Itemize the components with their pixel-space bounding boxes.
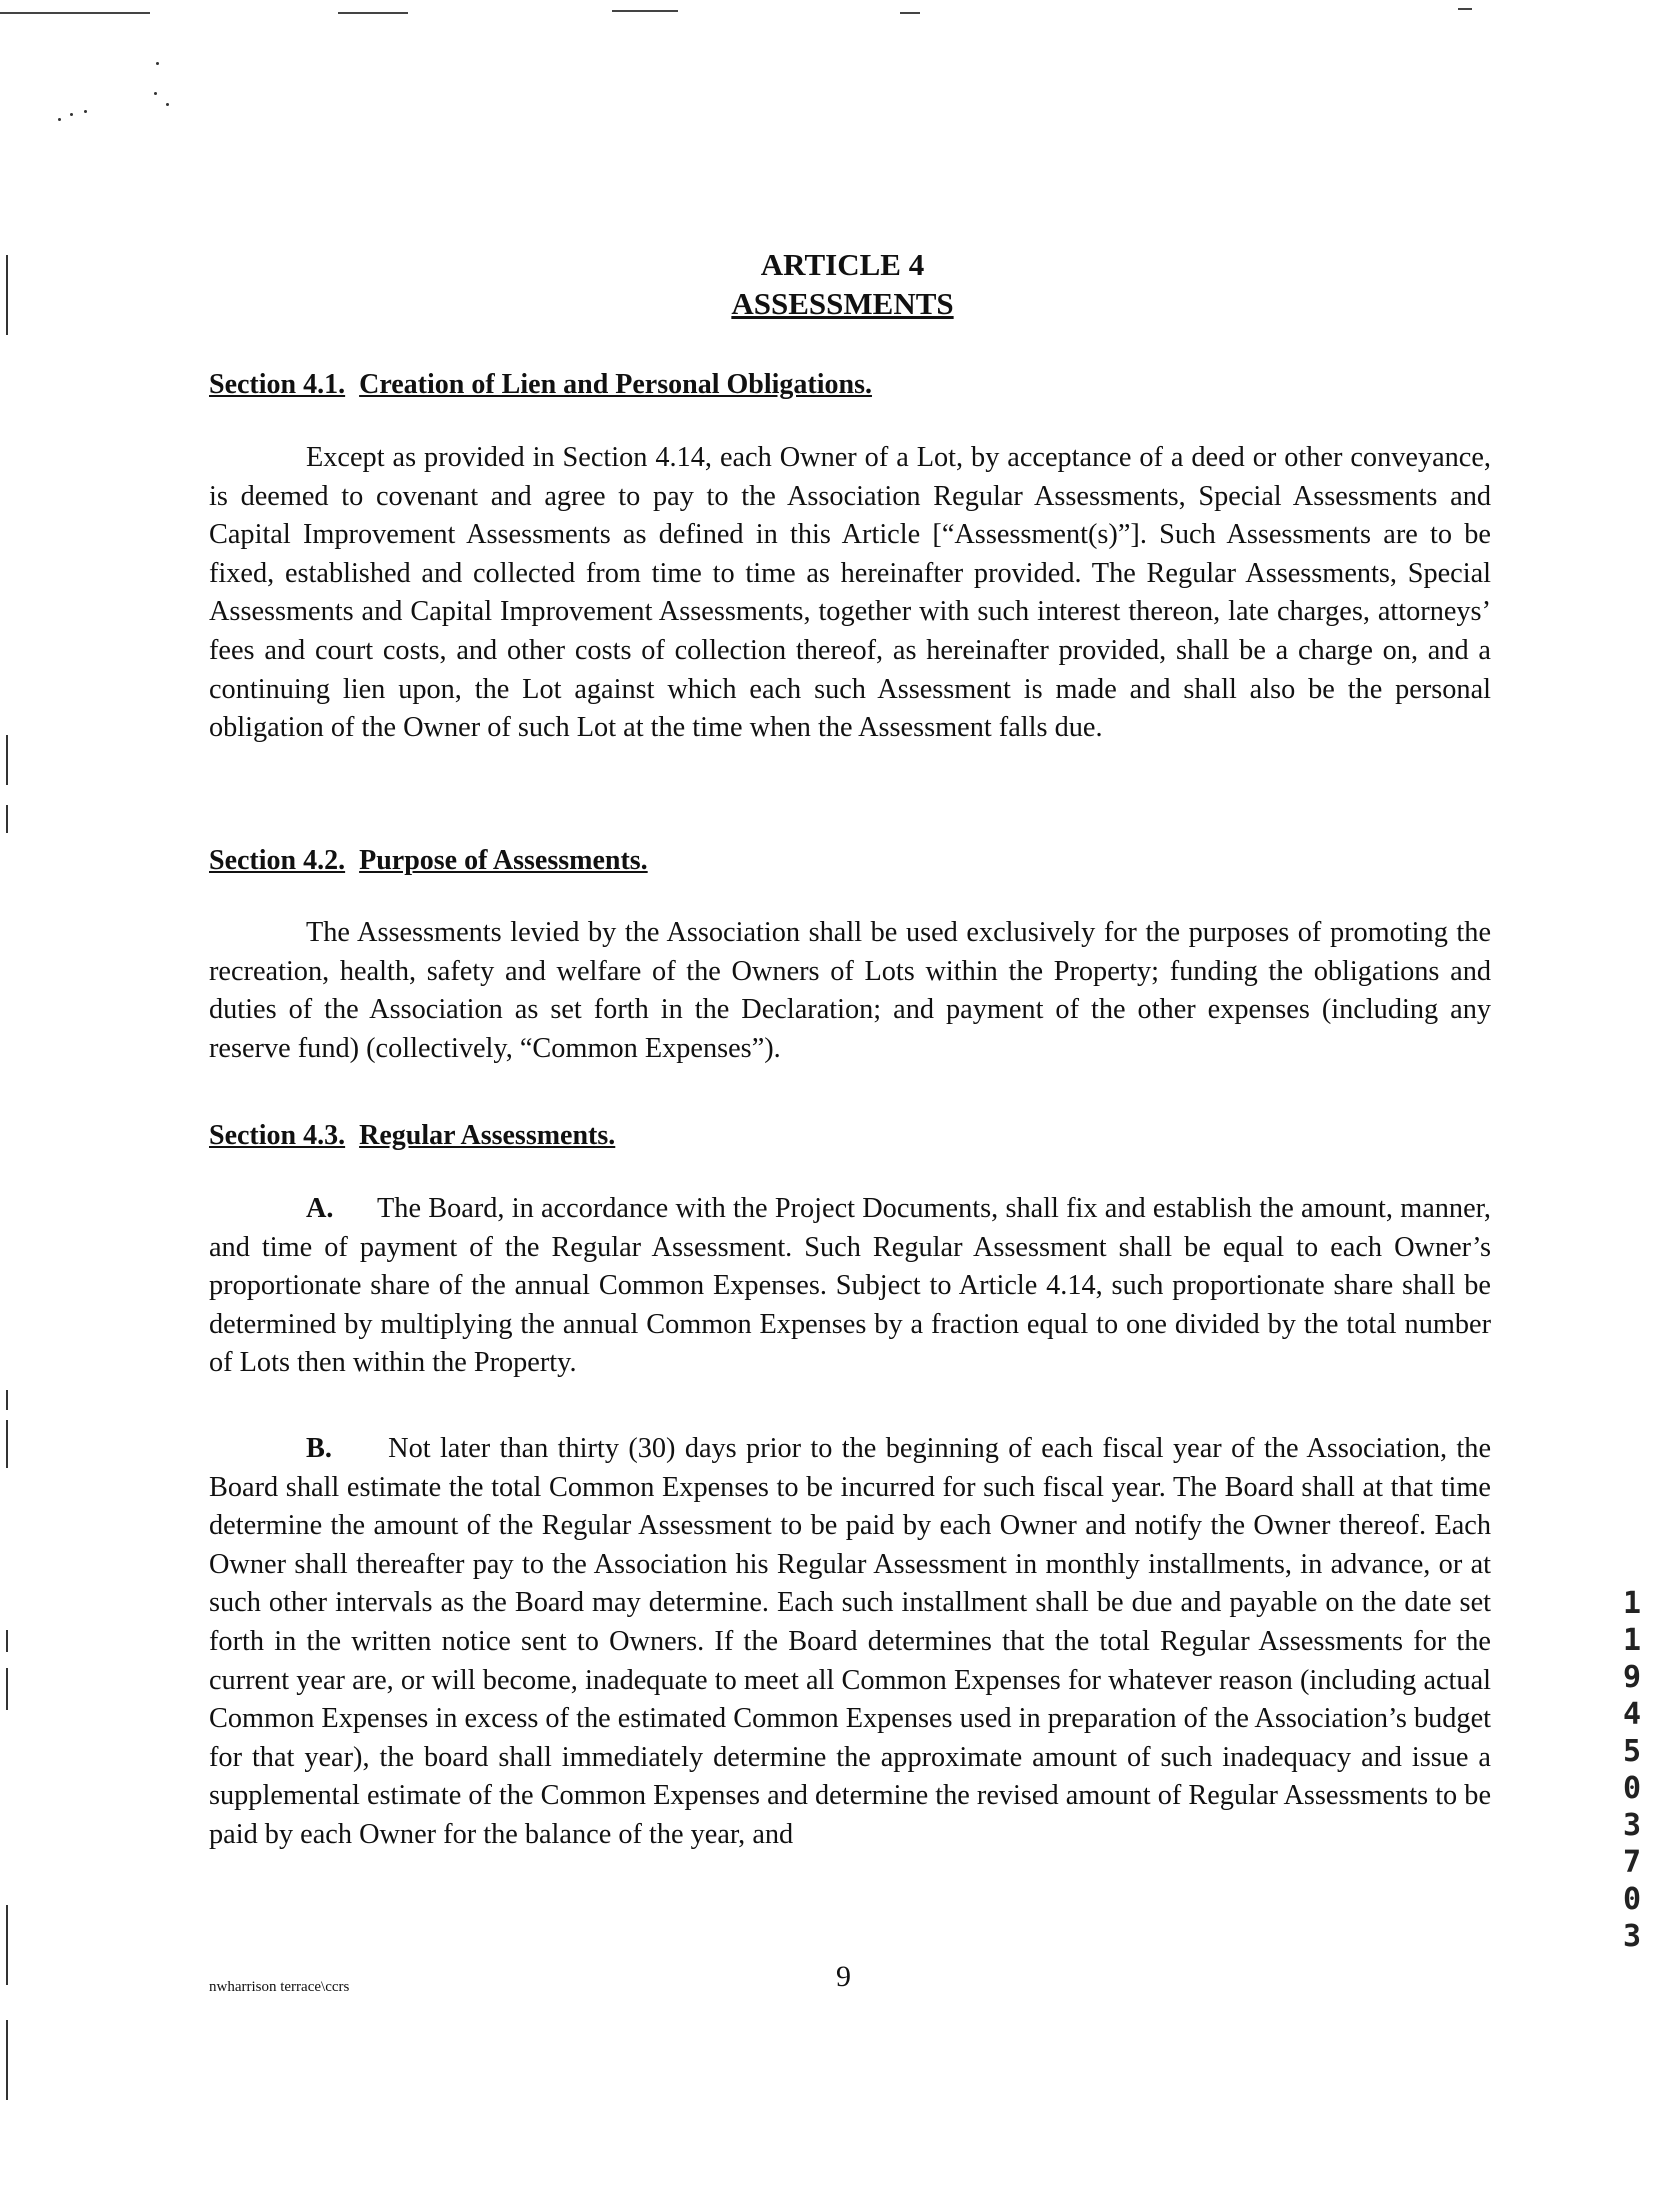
scan-artifact-edge-line <box>6 2020 8 2100</box>
section-4-2-heading <box>209 844 648 878</box>
section-4-2-paragraph: The Assessments levied by the Association shall be used exclusively for the purposes of promoting the recreation, health, safety and welfare of the Owners of Lots within the Property; funding the obligations and duties of the Association as set forth in the Declaration; and payment of the other expenses (including any reserve fund) (collectively, “Common Expenses”). <box>209 917 1491 1064</box>
article-number: ARTICLE 4 <box>760 247 925 282</box>
scan-artifact-edge-line <box>6 1905 8 1985</box>
scan-artifact-edge-line <box>6 805 8 833</box>
paragraph-text: The Board, in accordance with the Project Documents, shall fix and establish the amount, manner, and time of payment of the Regular Assessment. Such Regular Assessment shall be equal to each Owner’s proportionate share of the annual Common Expenses. Subject to Article 4.14, such proportionate share shall be determined by multiplying the annual Common Expenses by a fraction equal to one divided by the total number of Lots then within the Property. <box>209 1193 1491 1379</box>
scan-artifact-speck <box>166 103 169 106</box>
section-number: Section 4.3. <box>209 1120 346 1151</box>
scan-artifact-rule <box>900 12 920 14</box>
scan-artifact-edge-line <box>6 735 8 785</box>
paragraph-text: Not later than thirty (30) days prior to the beginning of each fiscal year of the Association, the Board shall estimate the total Common Expenses to be incurred for such fiscal year. The Board shall at that time determine the amount of the Regular Assessment to be paid by each Owner and notify the Owner thereof. Each Owner shall thereafter pay to the Association his Regular Assessment in monthly installments, in advance, or at such other intervals as the Board may determine. Each such installment shall be due and payable on the date set forth in the written notice sent to Owners. If the Board determines that the total Regular Assessments for the current year are, or will become, inadequate to meet all Common Expenses for whatever reason (including actual Common Expenses in excess of the estimated Common Expenses used in preparation of the Association’s budget for that year), the board shall immediately determine the approximate amount of such inadequacy and issue a supplemental estimate of the Common Expenses and determine the revised amount of Regular Assessments to be paid by each Owner for the balance of the year, and <box>209 1433 1492 1850</box>
scan-artifact-speck <box>84 110 87 113</box>
article-title: ASSESSMENTS <box>731 286 954 321</box>
footer-file-path: nwharrison terrace\ccrs <box>209 1979 350 1995</box>
section-4-1-heading <box>209 368 872 402</box>
section-number: Section 4.1. <box>209 369 346 400</box>
scan-artifact-speck <box>58 118 61 121</box>
section-4-3-paragraph-a <box>209 1190 1491 1383</box>
scan-artifact-edge-line <box>6 1420 8 1468</box>
section-number: Section 4.2. <box>209 845 346 876</box>
section-title: Regular Assessments. <box>359 1120 616 1151</box>
scan-artifact-edge-line <box>6 1630 8 1652</box>
scan-artifact-speck <box>154 92 157 95</box>
page-number: 9 <box>836 1960 851 1993</box>
section-4-3-paragraph-b <box>209 1430 1491 1855</box>
scan-artifact-rule <box>0 12 150 14</box>
scan-artifact-rule <box>612 10 678 12</box>
scan-artifact-speck <box>70 113 73 116</box>
scan-artifact-edge-line <box>6 1390 8 1410</box>
section-4-3-heading <box>209 1119 615 1153</box>
scan-artifact-speck <box>156 62 159 65</box>
section-title: Purpose of Assessments. <box>359 845 648 876</box>
paragraph-label: B. <box>306 1433 332 1464</box>
section-title: Creation of Lien and Personal Obligations. <box>359 369 872 400</box>
scan-artifact-rule <box>1458 8 1472 10</box>
scan-artifact-rule <box>338 12 408 14</box>
scan-artifact-edge-line <box>6 1668 8 1710</box>
recording-number-stamp: 1194503703 <box>1622 1586 1642 1954</box>
section-4-1-paragraph: Except as provided in Section 4.14, each Owner of a Lot, by acceptance of a deed or other conveyance, is deemed to covenant and agree to pay to the Association Regular Assessments, Special Assessments and Capital Improvement Assessments as defined in this Article [“Assessment(s)”]. Such Assessments are to be fixed, established and collected from time to time as hereinafter provided. The Regular Assessments, Special Assessments and Capital Improvement Assessments, together with such interest thereon, late charges, attorneys’ fees and court costs, and other costs of collection thereof, as hereinafter provided, shall be a charge on, and a continuing lien upon, the Lot against which each such Assessment is made and shall also be the personal obligation of the Owner of such Lot at the time when the Assessment falls due. <box>209 442 1491 744</box>
paragraph-label: A. <box>306 1193 334 1224</box>
